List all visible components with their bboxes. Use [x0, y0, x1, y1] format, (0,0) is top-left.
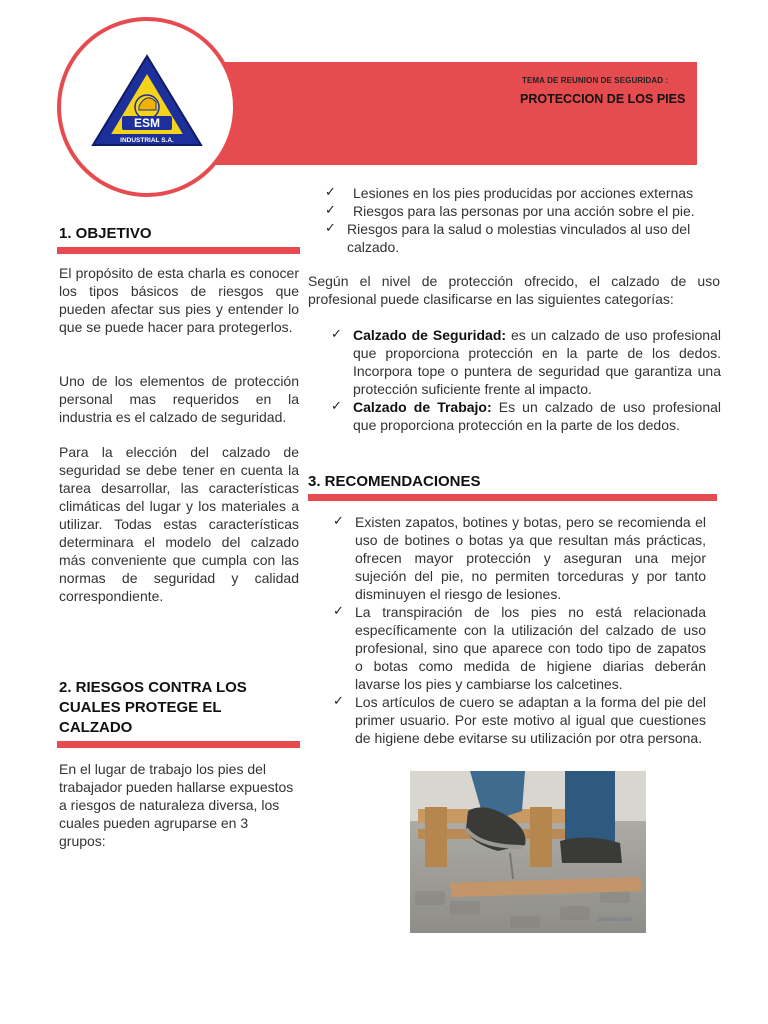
recommendations-list [333, 513, 706, 747]
objetivo-paragraph-3: Para la elección del calzado de seguridad se debe tener en cuenta la tarea desarrollar, las características climáticas del lugar y los materiales a utilizar. Todas estas características determinara el modelo del calzado más conveniente que cumpla con las normas de seguridad y calidad correspondiente. [59, 444, 299, 604]
list-item: ✓ Riesgos para las personas por una acción sobre el pie. [325, 203, 695, 219]
classification-intro: Según el nivel de protección ofrecido, el calzado de uso profesional puede clasificarse en las siguientes categorías: [308, 273, 720, 307]
list-item: ✓ La transpiración de los pies no está relacionada específicamente con la utilización del calzado de uso profesional, sino que aparece con todo tipo de zapatos o botas como medida de higiene diarias deberán lavarse los pies y cambiarse los calcetines. [333, 604, 706, 692]
company-logo [90, 52, 205, 152]
section-divider [57, 247, 300, 254]
list-item: ✓ Existen zapatos, botines y botas, pero se recomienda el uso de botines o botas ya que resultan más prácticas, ofrecen mayor protección y aseguran una mejor sujeción del pie, no permiten torceduras y por tanto disminuyen el riesgo de lesiones. [333, 514, 706, 602]
section-divider [308, 494, 717, 501]
objetivo-paragraph-2: Uno de los elementos de protección personal mas requeridos en la industria es el calzado de seguridad. [59, 373, 299, 425]
list-item: ✓ Los artículos de cuero se adaptan a la forma del pie del primer usuario. Por este motivo al igual que cuestiones de higiene debe evitarse su utilización por otra persona. [333, 694, 706, 746]
section-title-riesgos-line2: CUALES PROTEGE EL [59, 699, 222, 716]
section-title-riesgos-line3: CALZADO [59, 719, 133, 736]
photo-credit: prevencionar [597, 917, 632, 923]
list-item: ✓ Calzado de Trabajo: Es un calzado de uso profesional que proporciona protección en la parte de los dedos. [331, 399, 721, 433]
check-icon: ✓ [333, 694, 344, 709]
section-title-recomendaciones: 3. RECOMENDACIONES [308, 473, 481, 490]
logo-initials: ESM [133, 116, 161, 130]
check-icon: ✓ [325, 203, 336, 218]
section-title-objetivo: 1. OBJETIVO [59, 225, 152, 242]
check-icon: ✓ [325, 221, 336, 236]
logo-bottom-text: INDUSTRIAL S.A. [120, 137, 174, 144]
header-title: PROTECCION DE LOS PIES [520, 92, 686, 106]
boot-on-nail-illustration [410, 771, 646, 933]
list-item: ✓ Calzado de Seguridad: es un calzado de uso profesional que proporciona protección en la parte de los dedos. Incorpora tope o puntera de seguridad que garantiza una protección suficiente frente al impacto. [331, 327, 721, 397]
section-title-riesgos-line1: 2. RIESGOS CONTRA LOS [59, 679, 247, 696]
check-icon: ✓ [333, 604, 344, 619]
list-item: ✓ Lesiones en los pies producidas por acciones externas [325, 185, 694, 201]
risk-groups-list [325, 184, 721, 256]
safety-boot-photo [410, 771, 646, 933]
header-kicker: TEMA DE REUNION DE SEGURIDAD : [522, 76, 669, 85]
check-icon: ✓ [331, 399, 342, 414]
list-item: ✓ Riesgos para la salud o molestias vinculados al uso del calzado. [325, 221, 691, 255]
section-divider [57, 741, 300, 748]
categories-list [331, 326, 721, 434]
check-icon: ✓ [333, 514, 344, 529]
riesgos-paragraph: En el lugar de trabajo los pies del trabajador pueden hallarse expuestos a riesgos de naturaleza diversa, los cuales pueden agruparse en 3 grupos: [59, 761, 294, 849]
check-icon: ✓ [325, 185, 336, 200]
check-icon: ✓ [331, 327, 342, 342]
objetivo-paragraph-1: El propósito de esta charla es conocer los tipos básicos de riesgos que pueden afectar sus pies y entender lo que se puede hacer para protegerlos. [59, 265, 299, 335]
